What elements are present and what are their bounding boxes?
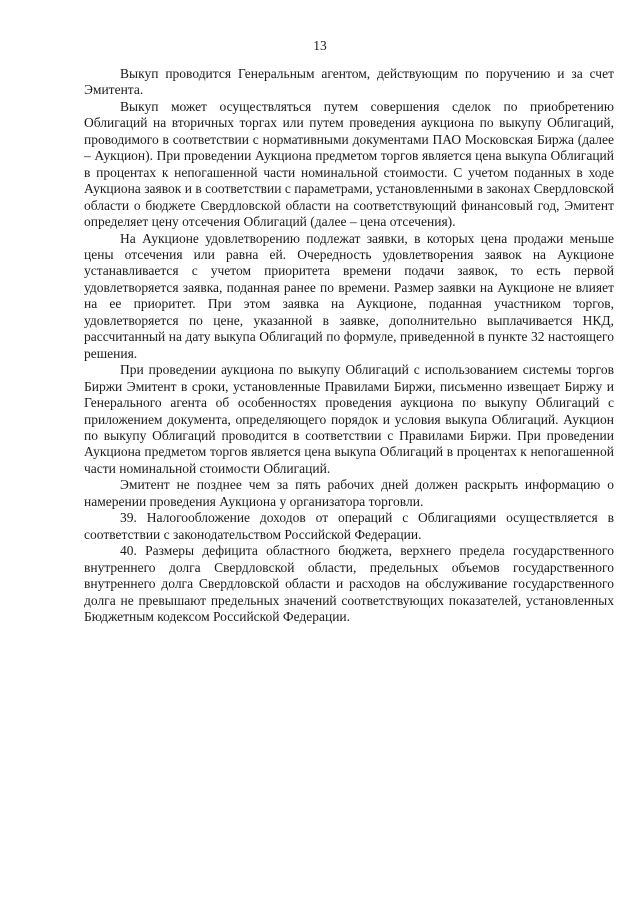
paragraph-exchange-auction: При проведении аукциона по выкупу Облигаций с использованием системы торгов Биржи Эмитент в сроки, установленные Правилами Биржи, письменно извещает Биржу и Генерального агента об особенностях проведения аукциона по выкупу Облигаций с приложением документа, определяющего порядок и условия выкупа Облигаций. Аукцион по выкупу Облигаций проводится в соответствии с Правилами Биржи. При проведении Аукциона предметом торгов является цена выкупа Облигаций в процентах к непогашенной части номинальной стоимости Облигаций. bbox=[84, 362, 614, 476]
document-body bbox=[84, 66, 614, 625]
paragraph-auction-orders: На Аукционе удовлетворению подлежат заявки, в которых цена продажи меньше цены отсечения или равна ей. Очередность удовлетворения заявок на Аукционе устанавливается с учетом приоритета времени подачи заявок, то есть первой удовлетворяется заявка, поданная ранее по времени. Размер заявки на Аукционе не влияет на ее приоритет. При этом заявка на Аукционе, поданная участником торгов, удовлетворяется по цене, указанной в заявке, дополнительно выплачивается НКД, рассчитанный на дату выкупа Облигаций по формуле, приведенной в пункте 32 настоящего решения. bbox=[84, 230, 614, 361]
paragraph-taxation: 39. Налогообложение доходов от операций с Облигациями осуществляется в соответствии с законодательством Российской Федерации. bbox=[84, 510, 614, 542]
paragraph-budget-limits: 40. Размеры дефицита областного бюджета, верхнего предела государственного внутреннего долга Свердловской области, предельных объемов государственного внутреннего долга Свердловской области и расходов на обслуживание государственного долга не превышают предельных значений соответствующих показателей, установленных Бюджетным кодексом Российской Федерации. bbox=[84, 543, 614, 624]
page-number: 13 bbox=[313, 38, 327, 53]
paragraph-disclosure: Эмитент не позднее чем за пять рабочих дней должен раскрыть информацию о намерении проведения Аукциона у организатора торговли. bbox=[84, 477, 614, 509]
paragraph-buyback-agent: Выкуп проводится Генеральным агентом, действующим по поручению и за счет Эмитента. bbox=[84, 66, 614, 98]
paragraph-buyback-auction: Выкуп может осуществляться путем совершения сделок по приобретению Облигаций на вторичных торгах или путем проведения аукциона по выкупу Облигаций, проводимого в соответствии с нормативными документами ПАО Московская Биржа (далее – Аукцион). При проведении Аукциона предметом торгов является цена выкупа Облигаций в процентах к непогашенной части номинальной стоимости. С учетом поданных в ходе Аукциона заявок и в соответствии с параметрами, установленными в законах Свердловской области о бюджете Свердловской области на соответствующий финансовый год, Эмитент определяет цену отсечения Облигаций (далее – цена отсечения). bbox=[84, 98, 614, 230]
